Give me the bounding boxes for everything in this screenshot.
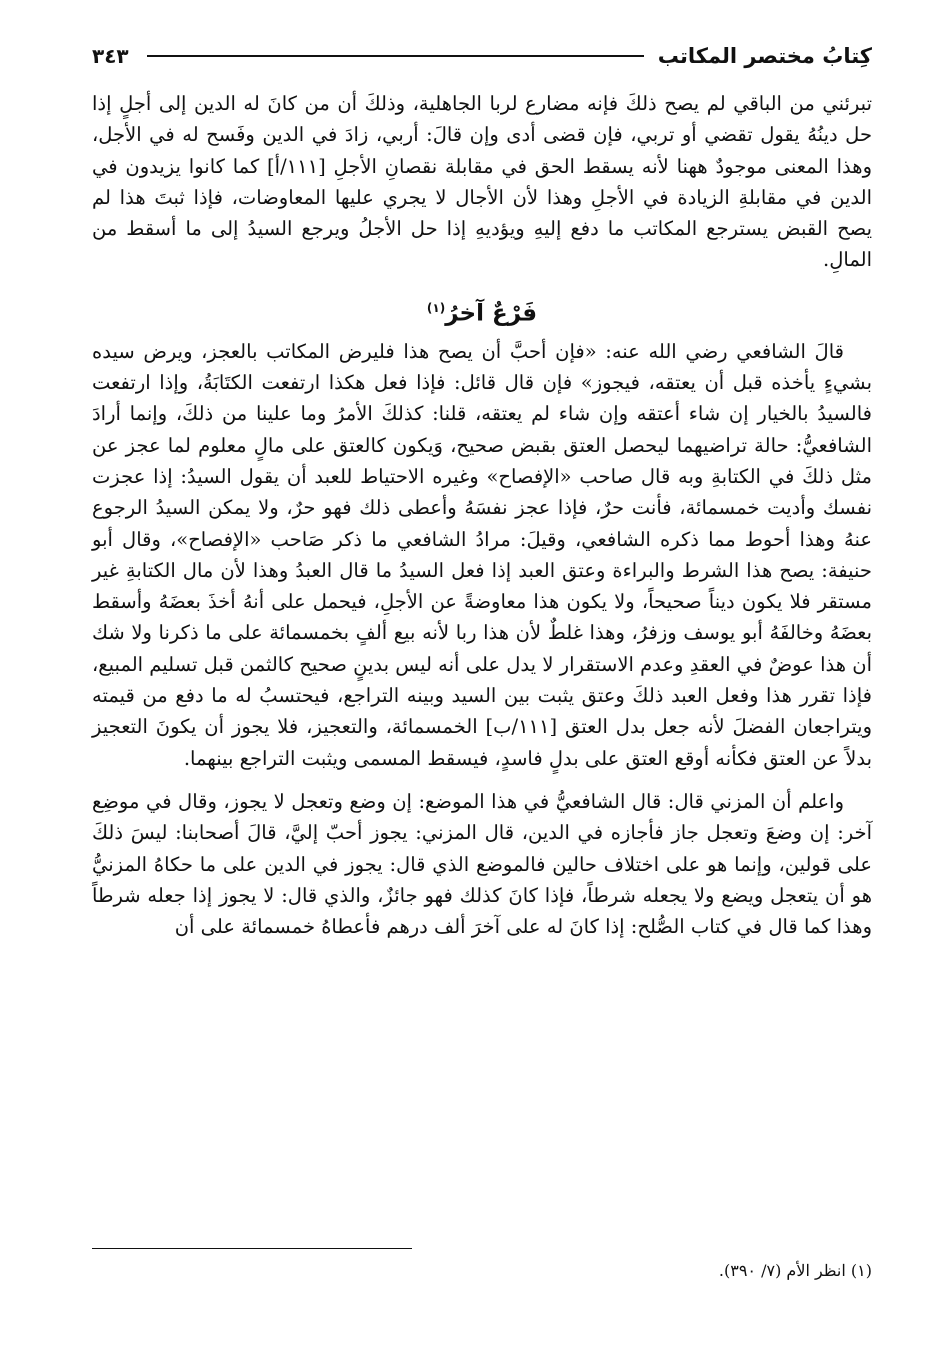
document-page <box>92 36 872 1346</box>
paragraph-2: قالَ الشافعي رضي الله عنه: «فإن أحبَّ أن يصح هذا فليرض المكاتب بالعجز، ويرض سيده بشيءٍ يأخذه قبل أن يعتقه، فيجوز» فإن قال قائل: فإذا فعل هكذا ارتفعت الكتَابَةُ، وإذا ارتفعت فالسيدُ بالخيار إن شاء أعتقه وإن شاء لم يعتقه، قلنا: كذلكَ الأمرُ وما علينا من ذلكَ، وإنما أرادَ الشافعيُّ: حالة تراضيهما ليحصل العتق بقبض صحيح، وَيكون كالعتق على مالٍ معلوم لما عجز عن مثل ذلكَ في الكتابةِ وبه قال صاحب «الإفصاح» وغيره الاحتياط للعبد أن يقول السيدُ: إذا عجزت نفسك وأديت خمسمائة، فأنت حرٌ، فإذا عجز نفسَهُ وأعطى ذلك فهو حرٌ، ولا يمكن السيدُ الرجوع عنهُ وهذا أحوط مما ذكره الشافعي، وقيلَ: مرادُ الشافعي ما ذكر صَاحب «الإفصاح»، وقال أبو حنيفة: يصح هذا الشرط والبراءة وعتق العبد إذا فعل السيدُ ما قال العبدُ وهذا لأن مال الكتابةِ غير مستقر فلا يكون ديناً صحيحاً، ولا يكون هذا معاوضةً عن الأجلِ، فيحمل على أنهُ أخذَ بعضَهُ وأسقط بعضَهُ وخالفَهُ أبو يوسف وزفرُ، وهذا غلطٌ لأن هذا ربا لأنه بيع ألفٍ بخمسمائة على ما ذكرنا ولا شك أن هذا عوضٌ في العقدِ وعدم الاستقرار لا يدل على أنه ليس بدينٍ صحيح كالثمن قبل تسليم المبيع، فإذا تقرر هذا وفعل العبد ذلكَ وعتق يثبت بين السيد وبينه التراجع، فيحتسبُ له ما دفع من قيمته ويتراجعان الفضلَ لأنه جعل بدل العتق [١١١/ب] الخمسمائة، والتعجيز، فلا يجوز أن يكونَ التعجيز بدلاً عن العتق فكأنه أوقع العتق على بدلٍ فاسدٍ، فيسقط المسمى ويثبت التراجع بينهما. <box>92 339 872 770</box>
section-heading-text: فَرْعٌ آخرُ <box>445 300 538 327</box>
running-title: كِتابُ مختصر المكاتب <box>657 44 872 68</box>
footnote-reference: (١) <box>426 300 446 315</box>
page-number: ٣٤٣ <box>92 44 129 68</box>
paragraph-3: واعلم أن المزني قال: قال الشافعيُّ في هذا الموضع: إن وضع وتعجل لا يجوز، وقال في موضِع آخر: إن وضعَ وتعجل جاز فأجازه في الدين، قال المزني: يجوز أحبّ إليَّ، قالَ أصحابنا: ليسَ ذلكَ على قولين، وإنما هو على اختلاف حالين فالموضع الذي قال: يجوز في الدين على ما حكاهُ المزنيُّ هو أن يتعجل ويضع ولا يجعله شرطاً، فإذا كانَ كذلك فهو جائزٌ، والذي قال: لا يجوز إذا جعله شرطاً وهذا كما قال في كتاب الصُّلح: إذا كانَ له على آخرَ ألف درهم فأعطاهُ خمسمائة على أن <box>92 789 872 939</box>
footnote: (١) انظر الأم (٧/ ٣٩٠). <box>718 1261 872 1280</box>
header-rule <box>147 55 644 57</box>
footnote-rule <box>92 1248 412 1249</box>
section-heading <box>92 290 872 326</box>
paragraph-1: تبرئني من الباقي لم يصح ذلكَ فإنه مضارع لربا الجاهلية، وذلكَ أن من كانَ له الدين إلى أجلٍ إذا حل دينُهُ يقول تقضي أو تربي، فإن قضى أدى وإن قالَ: أربي، زادَ في الدين وفَسح له في الأجل، وهذا المعنى موجودٌ ههنا لأنه يسقط الحق في مقابلة نقصانِ الأجلِ [١١١/أ] كما كانوا يزيدون في الدين في مقابلةِ الزيادة في الأجلِ وهذا لأن الأجال لا يجري عليها المعاوضات، فإذا ثبتَ هذا لم يصح القبض يسترجع المكاتب ما دفع إليهِ ويؤديهِ إذا حل الأجلُ ويرجع السيدُ إلى ما أسقط من المالِ. <box>92 92 872 272</box>
running-header <box>92 36 872 76</box>
